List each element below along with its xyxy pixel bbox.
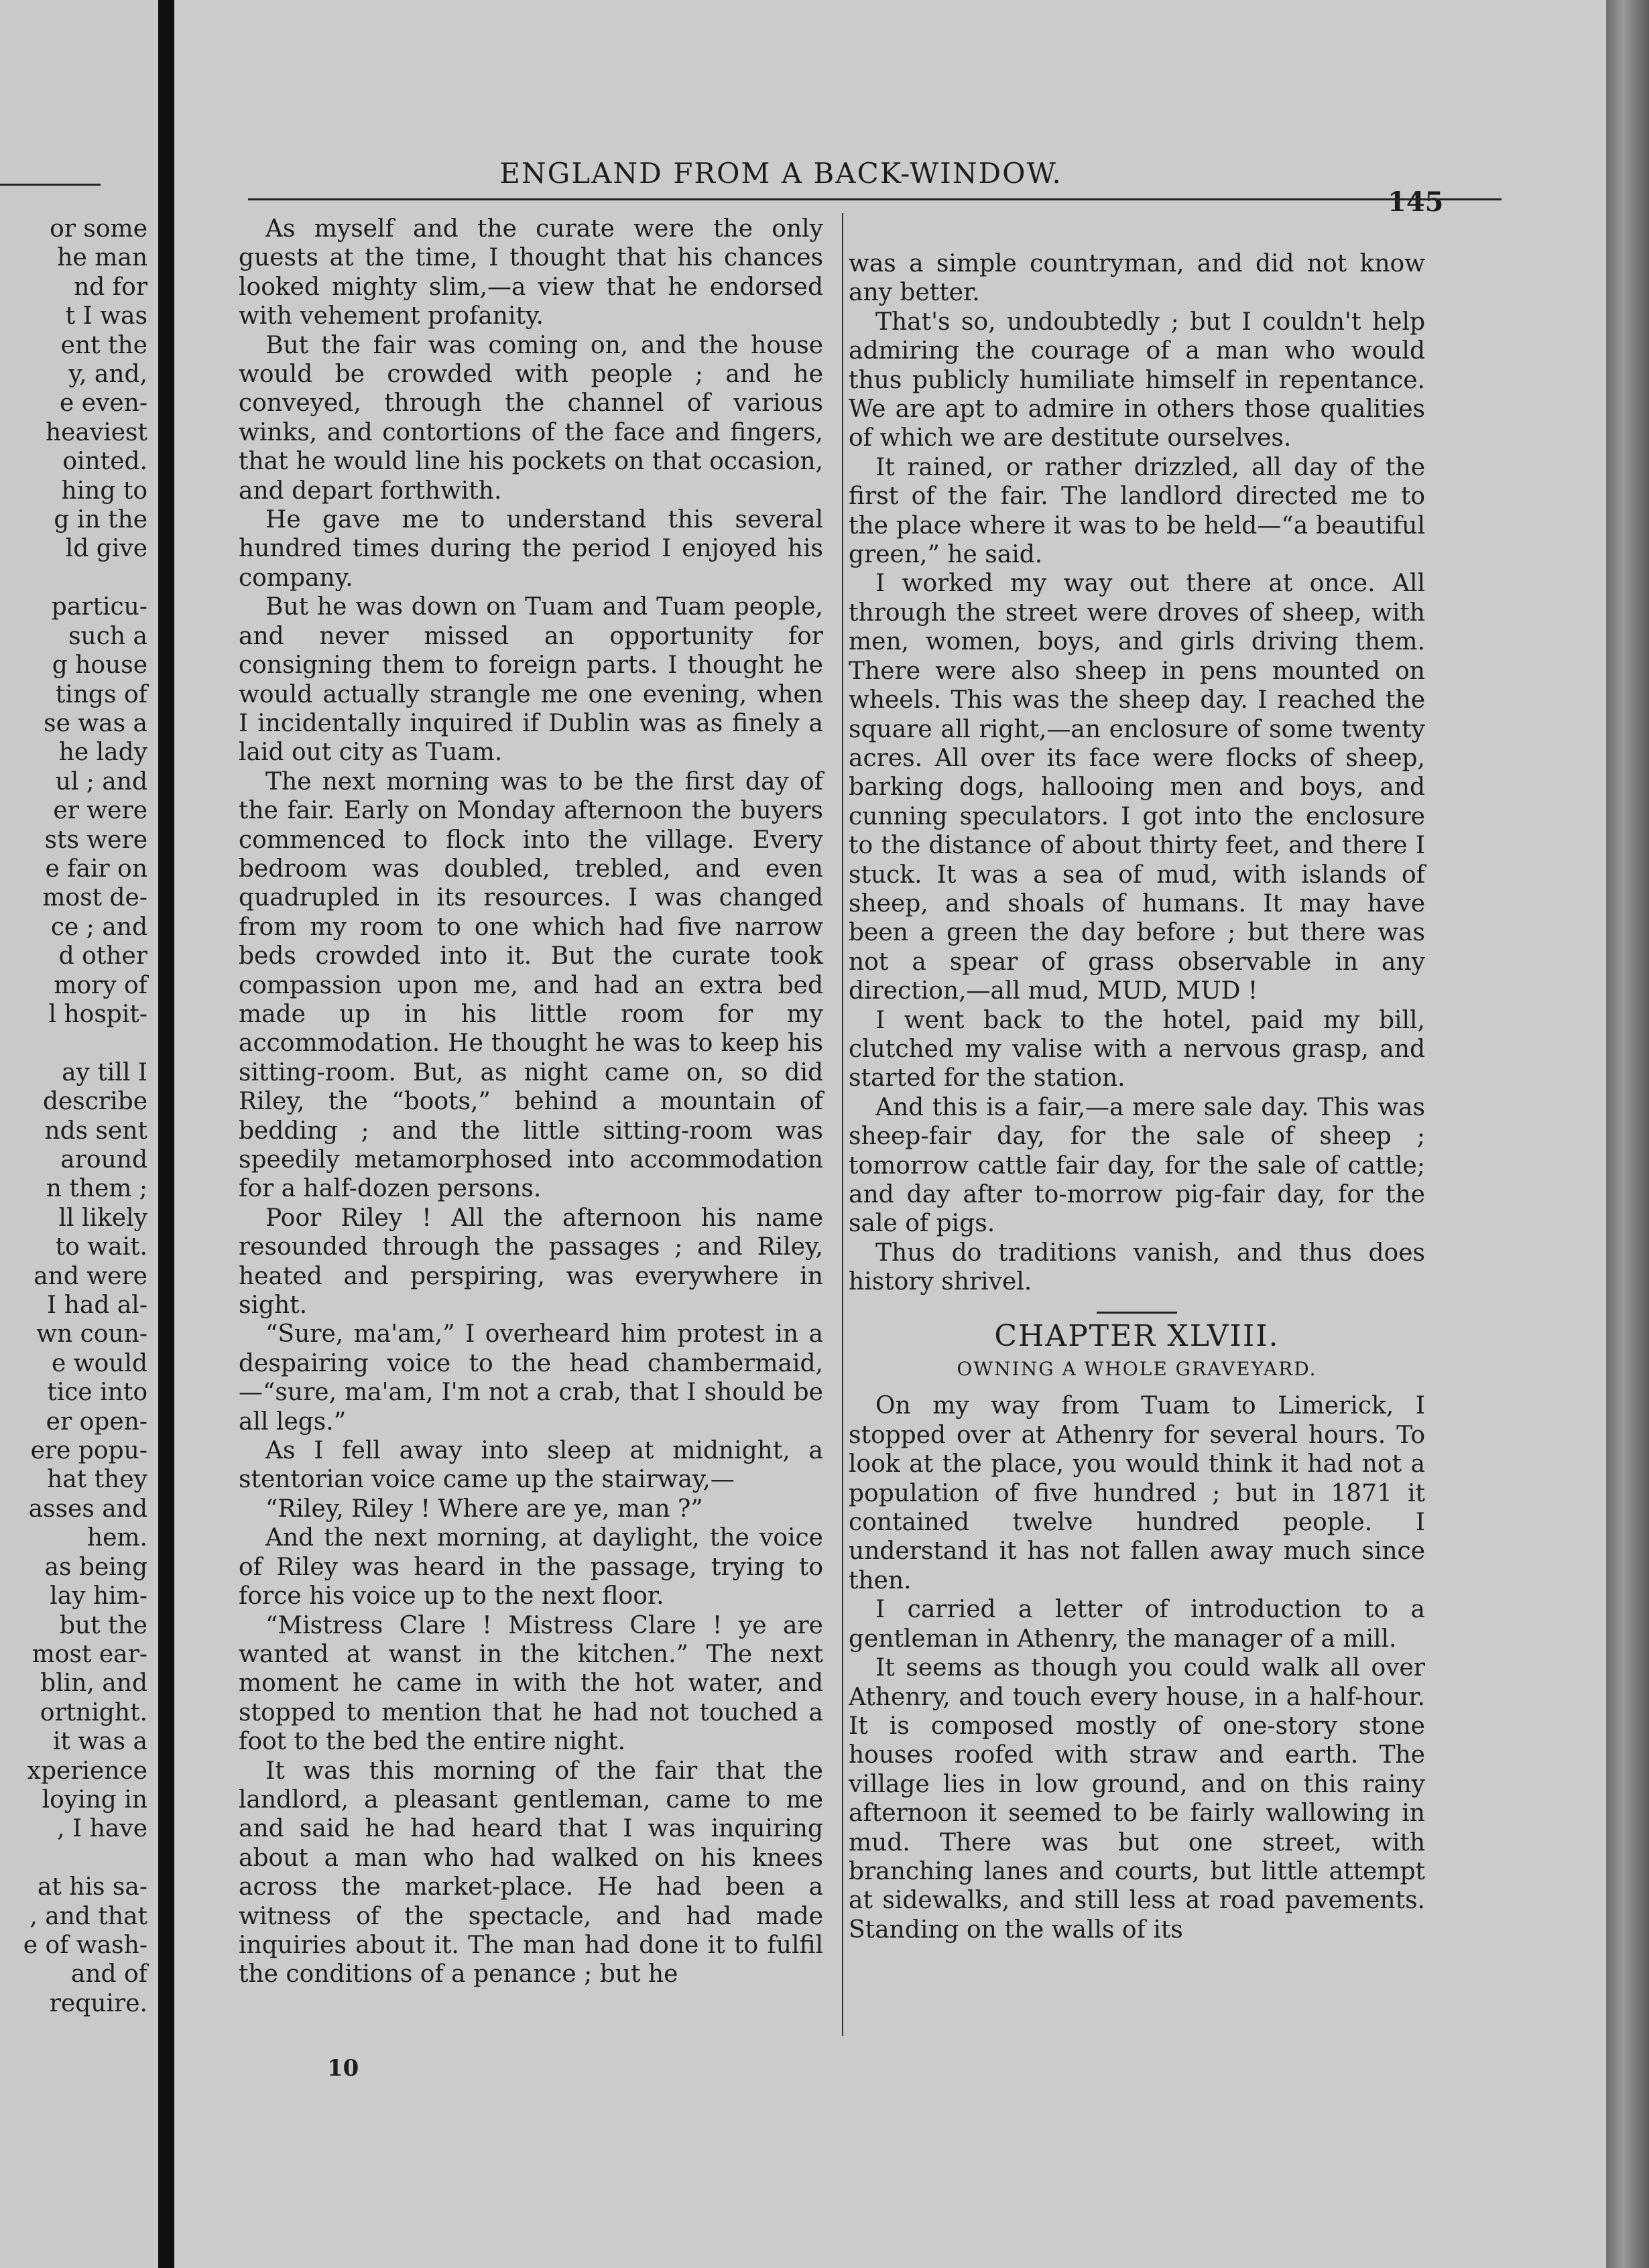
right-column-paragraphs-after [849, 1391, 1425, 1944]
facing-page-line: y, and, [68, 361, 147, 389]
facing-page-line: to wait. [55, 1233, 147, 1261]
facing-page-line: sts were [44, 826, 147, 854]
facing-page-line: he lady [58, 739, 147, 767]
facing-page-text [0, 214, 147, 2018]
facing-page-line: , and that [29, 1902, 147, 1930]
paragraph: I went back to the hotel, paid my bill, clutched my valise with a nervous grasp, and started for the station. [849, 1006, 1425, 1092]
facing-page-line: mory of [54, 971, 147, 999]
column-divider [842, 213, 843, 2036]
paragraph: On my way from Tuam to Limerick, I stopped over at Athenry for several hours. To look at the place, you would think it had not a population of five hundred ; but in 1871 it contained twelve hundred people. I understand it has not fallen away much since then. [849, 1392, 1425, 1594]
facing-page-line: lay him- [50, 1582, 147, 1611]
header-rule [248, 198, 1502, 200]
paragraph: “Mistress Clare ! Mistress Clare ! ye are wanted at wanst in the kitchen.” The next moment he came in with the hot water, and stopped to mention that he had not touched a foot to the bed the entire night. [239, 1611, 823, 1756]
facing-page-fragment [0, 0, 158, 2268]
paragraph: But the fair was coming on, and the house would be crowded with people ; and he conveyed, through the channel of various winks, and contortions of the face and fingers, that he would line his pockets on that occasion, and depart forthwith. [239, 331, 823, 505]
chapter-subtitle: OWNING A WHOLE GRAVEYARD. [957, 1358, 1317, 1381]
facing-page-line: d other [58, 942, 147, 970]
facing-page-line: or some [50, 215, 147, 243]
facing-page-line: nds sent [44, 1117, 147, 1145]
facing-page-line: and of [70, 1960, 147, 1989]
page-number: 145 [1388, 186, 1444, 218]
paragraph: He gave me to understand this several hundred times during the period I enjoyed his company. [239, 506, 823, 592]
facing-page-line: n them ; [46, 1175, 147, 1203]
facing-page-line: xperience [27, 1757, 147, 1785]
paragraph: “Riley, Riley ! Where are ye, man ?” [265, 1495, 703, 1523]
facing-page-line: ent the [60, 331, 147, 359]
facing-page-line: ere popu- [30, 1437, 147, 1465]
facing-page-line: particu- [51, 593, 147, 621]
facing-page-line: but the [59, 1611, 147, 1639]
facing-page-line: at his sa- [37, 1873, 147, 1901]
facing-page-line: ul ; and [55, 767, 147, 796]
facing-page-line: hing to [61, 477, 147, 505]
facing-page-line: t I was [65, 302, 147, 330]
facing-page-line [0, 1029, 147, 1058]
facing-page-line [0, 1844, 147, 1873]
facing-page-line: he man [57, 244, 147, 272]
paragraph: Thus do traditions vanish, and thus does history shrivel. [849, 1239, 1425, 1296]
facing-page-line: most ear- [32, 1640, 147, 1668]
facing-page-line: wn coun- [36, 1320, 147, 1348]
page-edge [1606, 0, 1649, 2268]
facing-page-line: g house [52, 651, 147, 680]
book-page [174, 0, 1606, 2268]
facing-page-line: , I have [57, 1815, 147, 1843]
facing-page-line: ointed. [62, 448, 147, 476]
facing-page-line: require. [49, 1989, 147, 2017]
facing-page-line: asses and [28, 1495, 147, 1523]
paragraph: That's so, undoubtedly ; but I couldn't help admiring the courage of a man who would thus publicly humiliate himself in repentance. We are apt to admire in others those qualities of which we are destitute ourselves. [849, 308, 1425, 452]
paragraph: But he was down on Tuam and Tuam people, and never missed an opportunity for consigning them to foreign parts. I thought he would actually strangle me one evening, when I incidentally inquired if Dublin was as finely a laid out city as Tuam. [239, 593, 823, 767]
facing-page-line: e fair on [45, 855, 147, 883]
facing-page-line: ld give [65, 535, 147, 563]
chapter-title: CHAPTER XLVIII. [994, 1318, 1280, 1353]
book-gutter [158, 0, 174, 2268]
facing-page-line: hem. [86, 1524, 147, 1552]
facing-page-line: loying in [42, 1785, 147, 1814]
running-head: ENGLAND FROM A BACK-WINDOW. [499, 157, 1062, 190]
paragraph: It rained, or rather drizzled, all day of the first of the fair. The landlord directed me to the place where it was to be held—“a beautiful green,” he said. [849, 453, 1425, 569]
facing-page-line: I had al- [47, 1292, 147, 1320]
facing-page-line: ce ; and [50, 913, 147, 941]
paragraph: As myself and the curate were the only guests at the time, I thought that his chances looked mighty slim,—a view that he endorsed with vehement profanity. [239, 215, 823, 330]
facing-page-line: it was a [52, 1728, 147, 1756]
paragraph: The next morning was to be the first day of the fair. Early on Monday afternoon the buyers commenced to flock into the village. Every bedroom was doubled, trebled, and even quadrupled in its resources. I was changed from my room to one which had five narrow beds crowded into it. But the curate took compassion upon me, and had an extra bed made up in his little room for my accommodation. He thought he was to keep his sitting-room. But, as night came on, so did Riley, the “boots,” behind a mountain of bedding ; and the little sitting-room was speedily metamorphosed into accommodation for a half-dozen persons. [239, 767, 823, 1203]
paragraph: Poor Riley ! All the afternoon his name resounded through the passages ; and Riley, heated and perspiring, was everywhere in sight. [239, 1204, 823, 1320]
facing-page-line: l hospit- [48, 1000, 147, 1028]
paragraph: “Sure, ma'am,” I overheard him protest in a despairing voice to the head chambermaid,—“sure, ma'am, I'm not a crab, that I should be all legs.” [239, 1320, 823, 1436]
facing-page-line: ll likely [58, 1204, 147, 1232]
paragraph: And the next morning, at daylight, the voice of Riley was heard in the passage, trying to force his voice up to the next floor. [239, 1524, 823, 1611]
signature-mark: 10 [327, 2055, 359, 2082]
facing-page-line: most de- [42, 884, 147, 912]
paragraph: I worked my way out there at once. All through the street were droves of sheep, with men, women, boys, and girls driving them. There were also sheep in pens mounted on wheels. This was the sheep day. I reached the square all right,—an enclosure of some twenty acres. All over its face were flocks of sheep, barking dogs, hallooing men and boys, and cunning speculators. I got into the enclosure to the distance of about thirty feet, and there I stuck. It was a sea of mud, with islands of sheep, and shoals of humans. It may have been a green the day before ; but there was not a spear of grass observable in any direction,—all mud, MUD, MUD ! [849, 570, 1425, 1005]
facing-page-line: se was a [44, 709, 147, 737]
facing-page-line: g in the [54, 506, 147, 534]
facing-page-line: hat they [47, 1466, 147, 1494]
paragraph: It was this morning of the fair that the landlord, a pleasant gentleman, came to me and said he had heard that I was inquiring about a man who had walked on his knees across the market-place. He had been a witness of the spectacle, and had made inquiries about it. The man had done it to fulfil the conditions of a penance ; but he [239, 1757, 823, 1989]
right-text-column [849, 249, 1425, 1944]
facing-page-line: e of wash- [23, 1931, 147, 1959]
facing-page-line: ortnight. [40, 1698, 147, 1726]
facing-page-line: heaviest [45, 418, 147, 446]
facing-page-line: tice into [47, 1379, 147, 1407]
paragraph: was a simple countryman, and did not know any better. [849, 250, 1425, 307]
paragraph: As I fell away into sleep at midnight, a stentorian voice came up the stairway,— [239, 1437, 823, 1494]
facing-page-line: er open- [46, 1407, 147, 1436]
facing-page-line: e would [52, 1349, 147, 1377]
facing-page-line: such a [68, 622, 147, 650]
facing-page-line: tings of [55, 680, 147, 708]
paragraph: And this is a fair,—a mere sale day. This was sheep-fair day, for the sale of sheep ; tomorrow cattle fair day, for the sale of cattle; and day after to-morrow pig-fair day, for the sale of pigs. [849, 1093, 1425, 1238]
facing-page-line: nd for [74, 273, 147, 301]
paragraph: I carried a letter of introduction to a gentleman in Athenry, the manager of a mill. [849, 1596, 1425, 1653]
facing-page-line: and were [34, 1262, 147, 1290]
facing-page-line: as being [44, 1553, 147, 1581]
facing-page-line: around [60, 1146, 147, 1174]
left-text-column [239, 214, 823, 1989]
facing-page-line: ay till I [62, 1058, 147, 1086]
facing-page-line: blin, and [40, 1670, 147, 1698]
facing-page-line: e even- [59, 389, 147, 418]
chapter-rule [1097, 1312, 1177, 1314]
paragraph: It seems as though you could walk all over Athenry, and touch every house, in a half-hour. It is composed mostly of one-story stone houses roofed with straw and earth. The village lies in low ground, and on this rainy afternoon it seemed to be fairly wallowing in mud. There was but one street, with branching lanes and courts, but little attempt at sidewalks, and still less at road pavements. Standing on the walls of its [849, 1654, 1425, 1944]
facing-page-line: er were [53, 797, 147, 825]
facing-page-rule [0, 184, 101, 186]
right-column-paragraphs-before [849, 249, 1425, 1297]
facing-page-line [0, 564, 147, 592]
facing-page-line: describe [42, 1088, 147, 1116]
